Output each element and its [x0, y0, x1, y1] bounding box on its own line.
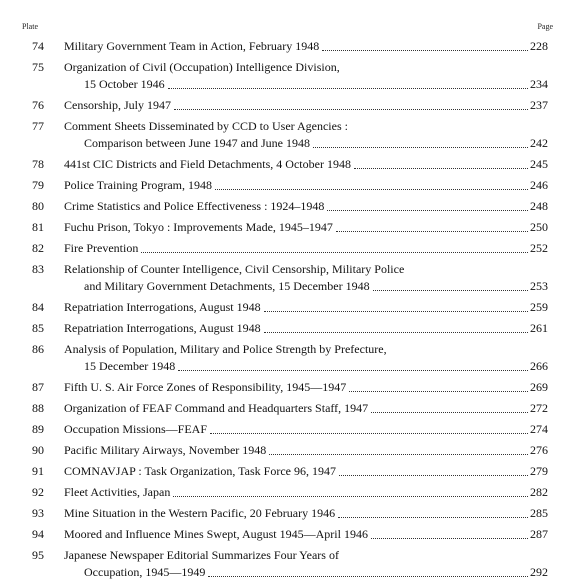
plate-title-line: [64, 240, 548, 257]
page-number: 253: [530, 279, 548, 293]
dot-leader: [264, 331, 528, 333]
dot-leader: [313, 146, 528, 148]
dot-leader: [371, 411, 528, 413]
plate-number: 89: [32, 422, 44, 436]
plate-entry: [0, 219, 575, 236]
plate-number: 76: [32, 98, 44, 112]
plate-number: 92: [32, 485, 44, 499]
plate-title-line: [64, 463, 548, 480]
plate-title-line: [64, 421, 548, 438]
plate-entry: [0, 526, 575, 543]
page-number: 272: [530, 401, 548, 415]
plate-title-text: Repatriation Interrogations, August 1948: [64, 321, 261, 335]
plate-number: 93: [32, 506, 44, 520]
plate-title-line: [64, 219, 548, 236]
plate-entry: [0, 118, 575, 152]
page-column-header: Page: [537, 22, 553, 31]
plate-title-text: Censorship, July 1947: [64, 98, 172, 112]
plate-entry: [0, 400, 575, 417]
plate-entry: [0, 97, 575, 114]
plate-title-line: [64, 261, 548, 278]
plate-entry: [0, 421, 575, 438]
plate-entry: [0, 379, 575, 396]
plate-entry: [0, 463, 575, 480]
plate-title-line: [64, 400, 548, 417]
plate-number: 86: [32, 342, 44, 356]
plate-entry: [0, 177, 575, 194]
page-number: 266: [530, 359, 548, 373]
page-number: 252: [530, 241, 548, 255]
plate-entry: [0, 442, 575, 459]
plate-title-text: Fleet Activities, Japan: [64, 485, 171, 499]
plate-title-line: [64, 198, 548, 215]
plate-number: 75: [32, 60, 44, 74]
plate-title-line: [64, 156, 548, 173]
page-number: 285: [530, 506, 548, 520]
plate-title-line: [84, 76, 548, 93]
plate-title-text: Relationship of Counter Intelligence, Civil Censorship, Military Police: [64, 262, 405, 276]
plate-title-text: Organization of Civil (Occupation) Intelligence Division,: [64, 60, 340, 74]
plate-title-text: Mine Situation in the Western Pacific, 20 February 1946: [64, 506, 336, 520]
plate-title-text: Police Training Program, 1948: [64, 178, 213, 192]
page-number: 269: [530, 380, 548, 394]
page-number: 237: [530, 98, 548, 112]
plate-title-text: 15 December 1948: [84, 359, 176, 373]
dot-leader: [373, 289, 528, 291]
plate-title-text: Military Government Team in Action, February 1948: [64, 39, 320, 53]
page-number: 245: [530, 157, 548, 171]
plate-number: 80: [32, 199, 44, 213]
plate-title-text: Moored and Influence Mines Swept, August 1945—April 1946: [64, 527, 368, 541]
plate-title-line: [64, 379, 548, 396]
plate-number: 81: [32, 220, 44, 234]
page-number: 242: [530, 136, 548, 150]
plate-entry: [0, 484, 575, 501]
plate-title-line: [64, 547, 548, 564]
page-number: 228: [530, 39, 548, 53]
plate-number: 77: [32, 119, 44, 133]
plate-title-line: [64, 526, 548, 543]
plate-title-text: Organization of FEAF Command and Headquarters Staff, 1947: [64, 401, 369, 415]
plate-title-text: and Military Government Detachments, 15 December 1948: [84, 279, 370, 293]
plate-title-text: Crime Statistics and Police Effectiveness : 1924–1948: [64, 199, 325, 213]
dot-leader: [371, 537, 528, 539]
dot-leader: [215, 188, 528, 190]
plate-entry: [0, 240, 575, 257]
plate-number: 90: [32, 443, 44, 457]
page-number: 259: [530, 300, 548, 314]
page-number: 261: [530, 321, 548, 335]
plate-title-text: Fuchu Prison, Tokyo : Improvements Made, 1945–1947: [64, 220, 333, 234]
dot-leader: [354, 167, 528, 169]
dot-leader: [178, 369, 528, 371]
page-number: 246: [530, 178, 548, 192]
plate-number: 88: [32, 401, 44, 415]
plate-entry: [0, 505, 575, 522]
plate-number: 94: [32, 527, 44, 541]
plate-title-text: Japanese Newspaper Editorial Summarizes Four Years of: [64, 548, 339, 562]
plate-number: 91: [32, 464, 44, 478]
plate-entry: [0, 59, 575, 93]
plate-title-line: [64, 442, 548, 459]
plate-number: 74: [32, 39, 44, 53]
plate-title-line: [84, 135, 548, 152]
dot-leader: [349, 390, 528, 392]
plate-title-text: Analysis of Population, Military and Police Strength by Prefecture,: [64, 342, 387, 356]
plate-title-line: [64, 505, 548, 522]
plate-number: 78: [32, 157, 44, 171]
plate-number: 79: [32, 178, 44, 192]
plate-entry: [0, 341, 575, 375]
plate-number: 84: [32, 300, 44, 314]
plates-list: [0, 38, 575, 585]
dot-leader: [173, 495, 528, 497]
dot-leader: [174, 108, 528, 110]
dot-leader: [336, 230, 528, 232]
plate-title-line: [64, 97, 548, 114]
plate-entry: [0, 320, 575, 337]
plate-number: 87: [32, 380, 44, 394]
plate-title-line: [64, 38, 548, 55]
plate-number: 83: [32, 262, 44, 276]
plate-title-line: [84, 278, 548, 295]
page-number: 276: [530, 443, 548, 457]
dot-leader: [269, 453, 528, 455]
plate-entry: [0, 299, 575, 316]
plate-number: 85: [32, 321, 44, 335]
plate-entry: [0, 261, 575, 295]
plate-entry: [0, 547, 575, 581]
plate-title-text: Occupation Missions—FEAF: [64, 422, 208, 436]
page-number: 250: [530, 220, 548, 234]
dot-leader: [208, 575, 528, 577]
plate-column-header: Plate: [22, 22, 38, 31]
dot-leader: [264, 310, 528, 312]
plate-number: 95: [32, 548, 44, 562]
plate-title-text: COMNAVJAP : Task Organization, Task Force 96, 1947: [64, 464, 336, 478]
plate-title-text: Comparison between June 1947 and June 1948: [84, 136, 310, 150]
dot-leader: [327, 209, 528, 211]
plate-title-text: 15 October 1946: [84, 77, 165, 91]
dot-leader: [141, 251, 528, 253]
page-number: 292: [530, 565, 548, 579]
plate-title-line: [64, 341, 548, 358]
plate-title-line: [64, 484, 548, 501]
page-number: 274: [530, 422, 548, 436]
dot-leader: [168, 87, 528, 89]
plate-title-line: [64, 118, 548, 135]
plate-title-line: [84, 358, 548, 375]
dot-leader: [322, 49, 528, 51]
dot-leader: [339, 474, 528, 476]
page-number: 287: [530, 527, 548, 541]
plate-number: 82: [32, 241, 44, 255]
plate-title-text: Pacific Military Airways, November 1948: [64, 443, 267, 457]
plate-title-line: [64, 320, 548, 337]
plate-title-line: [64, 59, 548, 76]
page-number: 248: [530, 199, 548, 213]
plate-title-line: [64, 177, 548, 194]
plate-title-text: Repatriation Interrogations, August 1948: [64, 300, 261, 314]
plate-title-text: Fire Prevention: [64, 241, 139, 255]
plate-entry: [0, 156, 575, 173]
plate-title-line: [84, 564, 548, 581]
page-number: 279: [530, 464, 548, 478]
plate-entry: [0, 38, 575, 55]
plate-title-line: [64, 299, 548, 316]
page-number: 282: [530, 485, 548, 499]
dot-leader: [210, 432, 528, 434]
plate-title-text: Occupation, 1945—1949: [84, 565, 206, 579]
plate-title-text: 441st CIC Districts and Field Detachments, 4 October 1948: [64, 157, 351, 171]
plate-title-text: Comment Sheets Disseminated by CCD to User Agencies :: [64, 119, 348, 133]
page-number: 234: [530, 77, 548, 91]
plate-title-text: Fifth U. S. Air Force Zones of Responsibility, 1945—1947: [64, 380, 347, 394]
plate-entry: [0, 198, 575, 215]
dot-leader: [338, 516, 528, 518]
